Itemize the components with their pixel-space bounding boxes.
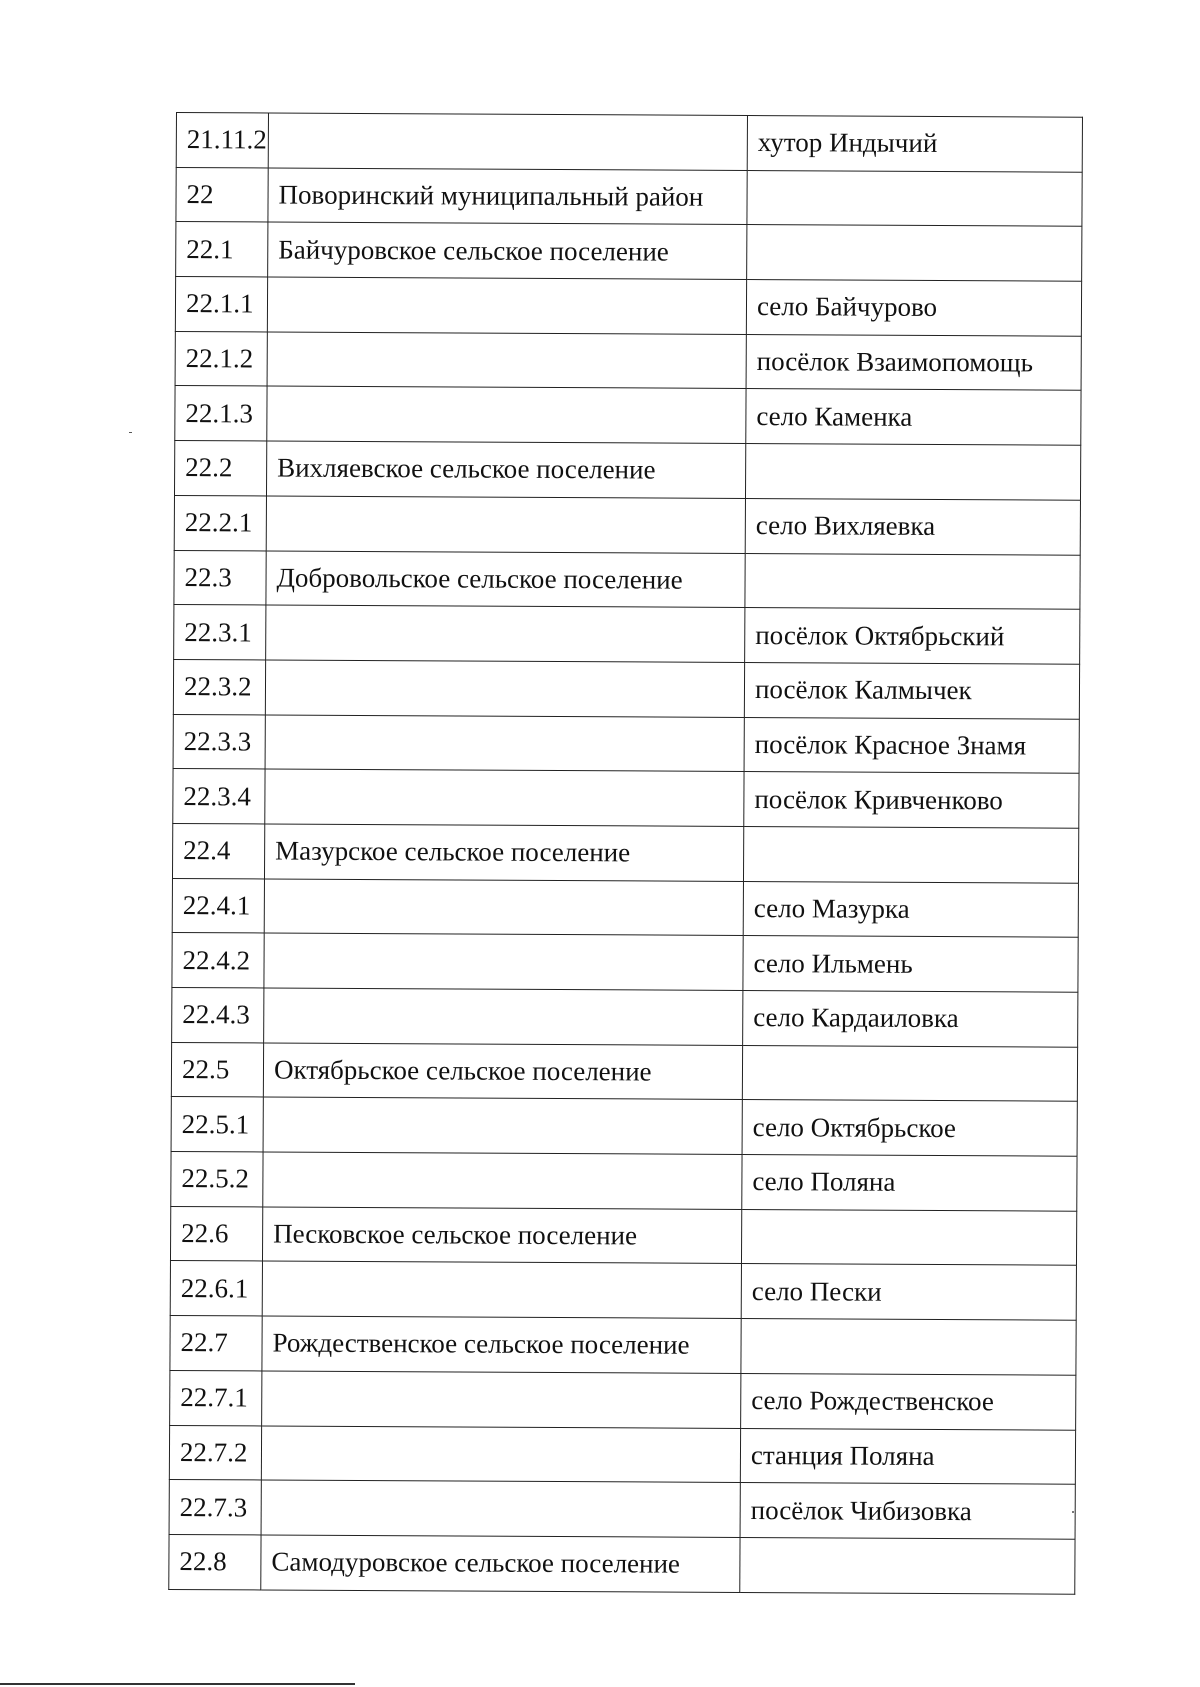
table-row — [173, 714, 1079, 773]
municipality-name — [265, 715, 744, 772]
municipality-name — [264, 988, 743, 1045]
municipality-name: Октябрьское сельское поселение — [263, 1043, 742, 1100]
locality-name — [743, 826, 1078, 882]
table-row — [176, 222, 1082, 281]
row-number: 22.7.2 — [169, 1425, 261, 1480]
row-number: 22.1.2 — [175, 331, 267, 386]
table-row — [175, 331, 1081, 390]
row-number: 22.6.1 — [170, 1261, 262, 1316]
locality-name — [740, 1537, 1075, 1593]
row-number: 22.5 — [171, 1042, 263, 1097]
municipality-name — [266, 496, 745, 553]
locality-name: село Ильмень — [743, 936, 1078, 992]
row-number: 22.2.1 — [174, 495, 266, 550]
table-row — [174, 441, 1080, 500]
municipality-name: Поворинский муниципальный район — [268, 168, 747, 225]
row-number: 22.3.3 — [173, 714, 265, 769]
municipality-name: Мазурское сельское поселение — [264, 824, 743, 881]
locality-name: посёлок Октябрьский — [745, 608, 1080, 664]
table-row — [169, 1480, 1075, 1539]
row-number: 22.8 — [169, 1534, 261, 1589]
row-number: 22.4.2 — [172, 933, 264, 988]
locality-name — [741, 1209, 1076, 1265]
locality-name — [745, 553, 1080, 609]
table-row — [173, 659, 1079, 718]
municipality-name — [261, 1480, 740, 1537]
table-row — [169, 1425, 1075, 1484]
locality-name: село Байчурово — [746, 280, 1081, 336]
settlements-table — [168, 112, 1083, 1594]
scan-speck — [1072, 1511, 1074, 1513]
municipality-name — [264, 933, 743, 990]
municipality-name: Вихляевское сельское поселение — [266, 441, 745, 498]
row-number: 21.11.2 — [176, 113, 268, 168]
row-number: 22.7.1 — [170, 1370, 262, 1425]
table-row — [176, 167, 1082, 226]
table-row — [172, 933, 1078, 992]
municipality-name: Рождественское сельское поселение — [262, 1316, 741, 1373]
municipality-name — [267, 386, 746, 443]
municipality-name — [263, 1097, 742, 1154]
table-row — [171, 1042, 1077, 1101]
locality-name: посёлок Взаимопомощь — [746, 334, 1081, 390]
table-row — [172, 987, 1078, 1046]
municipality-name: Самодуровское сельское поселение — [261, 1535, 740, 1592]
municipality-name: Байчуровское сельское поселение — [268, 222, 747, 279]
municipality-name — [263, 1152, 742, 1209]
row-number: 22.5.1 — [171, 1097, 263, 1152]
row-number: 22.3.2 — [173, 659, 265, 714]
table-row — [172, 823, 1078, 882]
municipality-name — [267, 332, 746, 389]
locality-name: станция Поляна — [740, 1428, 1075, 1484]
municipality-name — [265, 769, 744, 826]
row-number: 22.3.4 — [173, 769, 265, 824]
table-row — [173, 769, 1079, 828]
locality-name: село Поляна — [742, 1155, 1077, 1211]
municipality-name — [266, 605, 745, 662]
locality-name: село Кардаиловка — [743, 990, 1078, 1046]
municipality-name: Песковское сельское поселение — [262, 1207, 741, 1264]
row-number: 22.3.1 — [174, 605, 266, 660]
row-number: 22.3 — [174, 550, 266, 605]
locality-name: село Мазурка — [743, 881, 1078, 937]
municipality-name: Добровольское сельское поселение — [266, 550, 745, 607]
table-body — [169, 113, 1083, 1594]
table-row — [174, 605, 1080, 664]
table-row — [172, 878, 1078, 937]
row-number: 22.4 — [172, 823, 264, 878]
municipality-name — [264, 879, 743, 936]
row-number: 22.6 — [170, 1206, 262, 1261]
locality-name: посёлок Чибизовка — [740, 1483, 1075, 1539]
locality-name: село Пески — [741, 1264, 1076, 1320]
locality-name — [747, 225, 1082, 281]
row-number: 22.2 — [174, 441, 266, 496]
table-row — [169, 1534, 1075, 1593]
municipality-name — [261, 1425, 740, 1482]
table-row — [170, 1261, 1076, 1320]
table-row — [170, 1370, 1076, 1429]
municipality-name — [262, 1261, 741, 1318]
row-number: 22.7.3 — [169, 1480, 261, 1535]
row-number: 22.1.3 — [175, 386, 267, 441]
row-number: 22.1.1 — [175, 277, 267, 332]
locality-name: хутор Индычий — [747, 115, 1082, 171]
row-number: 22.4.1 — [172, 878, 264, 933]
municipality-name — [267, 277, 746, 334]
locality-name: село Вихляевка — [745, 498, 1080, 554]
locality-name — [742, 1045, 1077, 1101]
row-number: 22.1 — [176, 222, 268, 277]
locality-name: село Рождественское — [741, 1373, 1076, 1429]
locality-name — [747, 170, 1082, 226]
locality-name: посёлок Калмычек — [744, 662, 1079, 718]
locality-name: село Октябрьское — [742, 1100, 1077, 1156]
table-row — [175, 277, 1081, 336]
table-row — [176, 113, 1082, 172]
locality-name: посёлок Кривченково — [744, 772, 1079, 828]
table-row — [175, 386, 1081, 445]
table-row — [174, 495, 1080, 554]
scan-speck — [129, 432, 132, 433]
row-number: 22 — [176, 167, 268, 222]
row-number: 22.5.2 — [171, 1152, 263, 1207]
footnote-rule — [0, 1683, 355, 1685]
row-number: 22.7 — [170, 1316, 262, 1371]
table-row — [171, 1097, 1077, 1156]
municipality-name — [262, 1371, 741, 1428]
table-row — [174, 550, 1080, 609]
locality-name — [745, 444, 1080, 500]
municipality-name — [265, 660, 744, 717]
locality-name — [741, 1319, 1076, 1375]
municipality-name — [268, 113, 747, 170]
locality-name: село Каменка — [746, 389, 1081, 445]
table-row — [170, 1316, 1076, 1375]
locality-name: посёлок Красное Знамя — [744, 717, 1079, 773]
table-row — [171, 1152, 1077, 1211]
row-number: 22.4.3 — [172, 987, 264, 1042]
table-row — [170, 1206, 1076, 1265]
